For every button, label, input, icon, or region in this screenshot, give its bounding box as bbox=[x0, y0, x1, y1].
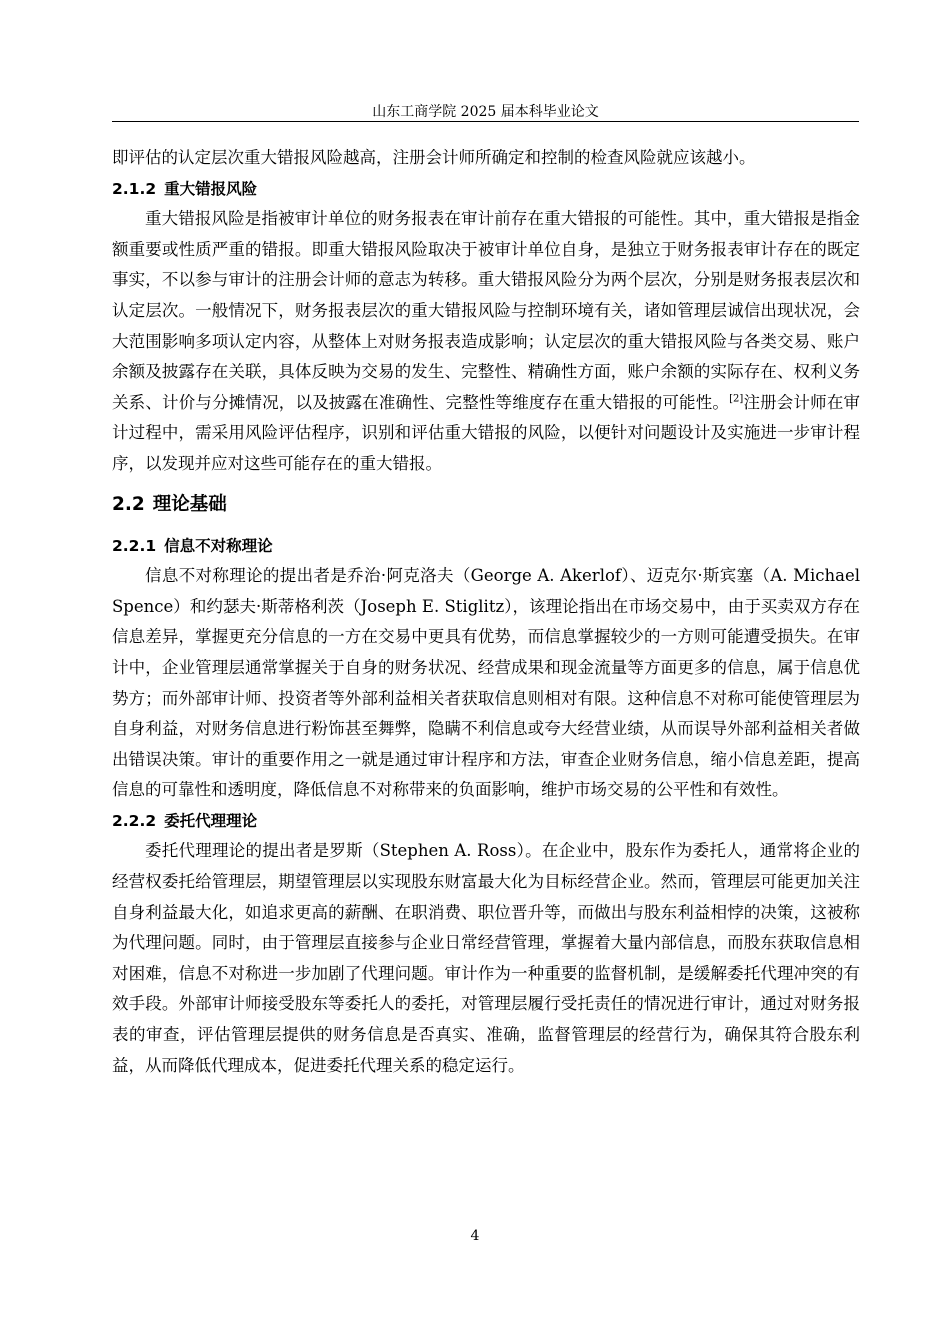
section-title: 理论基础 bbox=[152, 493, 227, 515]
section-number: 2.1.2 bbox=[112, 179, 157, 198]
section-2-2-1-paragraph: 信息不对称理论的提出者是乔治·阿克洛夫（George A. Akerlof）、迈克尔·斯宾塞（A. Michael Spence）和约瑟夫·斯蒂格利茨（Joseph E. Stiglitz），该理论指出在市场交易中，由于买卖双方存在信息差异，掌握更充分信息的一方在交易中更具有优势，而信息掌握较少的一方则可能遭受损失。在审计中，企业管理层通常掌握关于自身的财务状况、经营成果和现金流量等方面更多的信息，属于信息优势方；而外部审计师、投资者等外部利益相关者获取信息则相对有限。这种信息不对称可能使管理层为自身利益，对财务信息进行粉饰甚至舞弊，隐瞒不利信息或夸大经营业绩，从而误导外部利益相关者做出错误决策。审计的重要作用之一就是通过审计程序和方法，审查企业财务信息，缩小信息差距，提高信息的可靠性和透明度，降低信息不对称带来的负面影响，维护市场交易的公平性和有效性。 bbox=[112, 566, 860, 800]
section-2-1-2-heading bbox=[112, 174, 860, 205]
paragraph-text: 重大错报风险是指被审计单位的财务报表在审计前存在重大错报的可能性。其中，重大错报是指金额重要或性质严重的错报。即重大错报风险取决于被审计单位自身，是独立于财务报表审计存在的既定事实，不以参与审计的注册会计师的意志为转移。重大错报风险分为两个层次，分别是财务报表层次和认定层次。一般情况下，财务报表层次的重大错报风险与控制环境有关，诸如管理层诚信出现状况，会大范围影响多项认定内容，从整体上对财务报表造成影响；认定层次的重大错报风险与各类交易、账户余额及披露存在关联，具体反映为交易的发生、完整性、精确性方面，账户余额的实际存在、权利义务关系、计价与分摊情况，以及披露在准确性、完整性等维度存在重大错报的可能性。 bbox=[112, 209, 860, 412]
page-header: 山东工商学院 2025 届本科毕业论文 bbox=[372, 104, 599, 120]
section-2-2-heading bbox=[112, 489, 860, 521]
header-rule bbox=[112, 121, 859, 122]
page-content bbox=[112, 143, 860, 1081]
section-2-2-2-paragraph: 委托代理理论的提出者是罗斯（Stephen A. Ross）。在企业中，股东作为委托人，通常将企业的经营权委托给管理层，期望管理层以实现股东财富最大化为目标经营企业。然而，管理层可能更加关注自身利益最大化，如追求更高的薪酬、在职消费、职位晋升等，而做出与股东利益相悖的决策，这被称为代理问题。同时，由于管理层直接参与企业日常经营管理，掌握着大量内部信息，而股东获取信息相对困难，信息不对称进一步加剧了代理问题。审计作为一种重要的监督机制，是缓解委托代理冲突的有效手段。外部审计师接受股东等委托人的委托，对管理层履行受托责任的情况进行审计，通过对财务报表的审查，评估管理层提供的财务信息是否真实、准确，监督管理层的经营行为，确保其符合股东利益，从而降低代理成本，促进委托代理关系的稳定运行。 bbox=[112, 841, 860, 1075]
section-2-1-2-paragraph bbox=[112, 204, 860, 479]
citation-reference[interactable]: [2] bbox=[729, 393, 744, 405]
section-number: 2.2 bbox=[112, 493, 145, 515]
section-number: 2.2.2 bbox=[112, 811, 157, 830]
section-title: 重大错报风险 bbox=[164, 179, 258, 198]
continuation-paragraph: 即评估的认定层次重大错报风险越高，注册会计师所确定和控制的检查风险就应该越小。 bbox=[112, 148, 756, 167]
section-title: 信息不对称理论 bbox=[164, 536, 273, 555]
section-2-2-2-heading bbox=[112, 806, 860, 837]
page-number: 4 bbox=[470, 1228, 480, 1244]
section-2-2-1-heading bbox=[112, 531, 860, 562]
paragraph-text-tail: 注册会计师在审计过程中，需采用风险评估程序，识别和评估重大错报的风险，以便针对问题设计及实施进一步审计程序，以发现并应对这些可能存在的重大错报。 bbox=[112, 392, 861, 473]
section-number: 2.2.1 bbox=[112, 536, 157, 555]
section-title: 委托代理理论 bbox=[164, 811, 258, 830]
